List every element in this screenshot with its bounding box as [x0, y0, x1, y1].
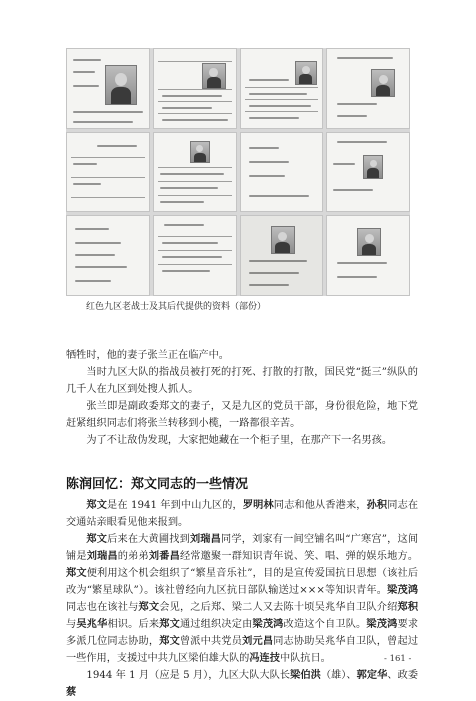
portrait-photo — [371, 69, 395, 97]
paragraph: 为了不让敌伪发现，大家把她藏在一个柜子里，在那产下一名男孩。 — [86, 435, 393, 446]
archive-document-3 — [240, 48, 324, 129]
archive-document-12 — [326, 215, 410, 296]
archive-document-7 — [240, 132, 324, 213]
portrait-photo — [295, 61, 317, 85]
archive-document-9 — [66, 215, 150, 296]
portrait-photo — [202, 63, 226, 89]
paragraph: 1944 年 1 月（应是 5 月），九区大队大队长梁伯洪（雄）、郭定华、政委蔡 — [66, 669, 419, 698]
archive-document-10 — [153, 215, 237, 296]
paragraph: 张兰即是副政委郑文的妻子，又是九区的党员干部，身份很危险，地下党赶紧组织同志们将张兰转移到小榄，一路都很辛苦。 — [66, 401, 418, 429]
archive-document-11 — [240, 215, 324, 296]
paragraph: 郑文是在 1941 年到中山九区的，罗明林同志和他从香港来，孙积同志在交通站亲眼看见他来报到。 — [66, 499, 419, 528]
portrait-photo — [105, 65, 137, 105]
archive-document-1 — [66, 48, 150, 129]
archive-document-2 — [153, 48, 237, 129]
archive-document-5 — [66, 132, 150, 213]
archive-photo-collage — [66, 48, 410, 296]
paragraph: 当时九区大队的指战员被打死的打死、打散的打散，国民党“挺三”纵队的几千人在九区到处搜人抓人。 — [66, 367, 418, 395]
page-number: - 161 - — [384, 654, 412, 664]
section-title: 陈润回忆：郑文同志的一些情况 — [66, 477, 249, 492]
portrait-photo — [190, 141, 210, 163]
portrait-photo — [271, 226, 295, 254]
archive-document-6 — [153, 132, 237, 213]
paragraph: 牺牲时，他的妻子张兰正在临产中。 — [66, 350, 229, 361]
bottom-text-block — [66, 497, 418, 701]
paragraph: 郑文后来在大黄圃找到刘瑞昌同学，刘家有一间空铺名叫“广寒宫”，这间铺是刘瑞昌的弟弟刘番昌经常邀聚一群知识青年说、笑、唱、弹的娱乐地方。郑文便利用这个机会组织了“繁星音乐社”，目的是宣传爱国抗日思想（该社后改为“繁星球队”）。该社曾经向九区抗日部队输送过×××等知识青年。梁茂鸿同志也在该社与郑文会见，之后郑、梁二人又去陈十顷吴兆华自卫队介绍郑积与吴兆华相识。后来郑文通过组织决定由梁茂鸿改造这个自卫队。梁茂鸿要求多派几位同志协助，郑文曾派中共党员刘元昌同志协助吴兆华自卫队，曾起过一些作用，支援过中共九区梁伯雄大队的冯连技中队抗日。 — [66, 533, 419, 664]
figure-caption: 红色九区老战士及其后代提供的资料（部份） — [86, 302, 267, 312]
portrait-photo — [363, 155, 383, 179]
archive-document-4 — [326, 48, 410, 129]
portrait-photo — [357, 228, 381, 256]
archive-document-8 — [326, 132, 410, 213]
top-text-block — [66, 347, 418, 449]
